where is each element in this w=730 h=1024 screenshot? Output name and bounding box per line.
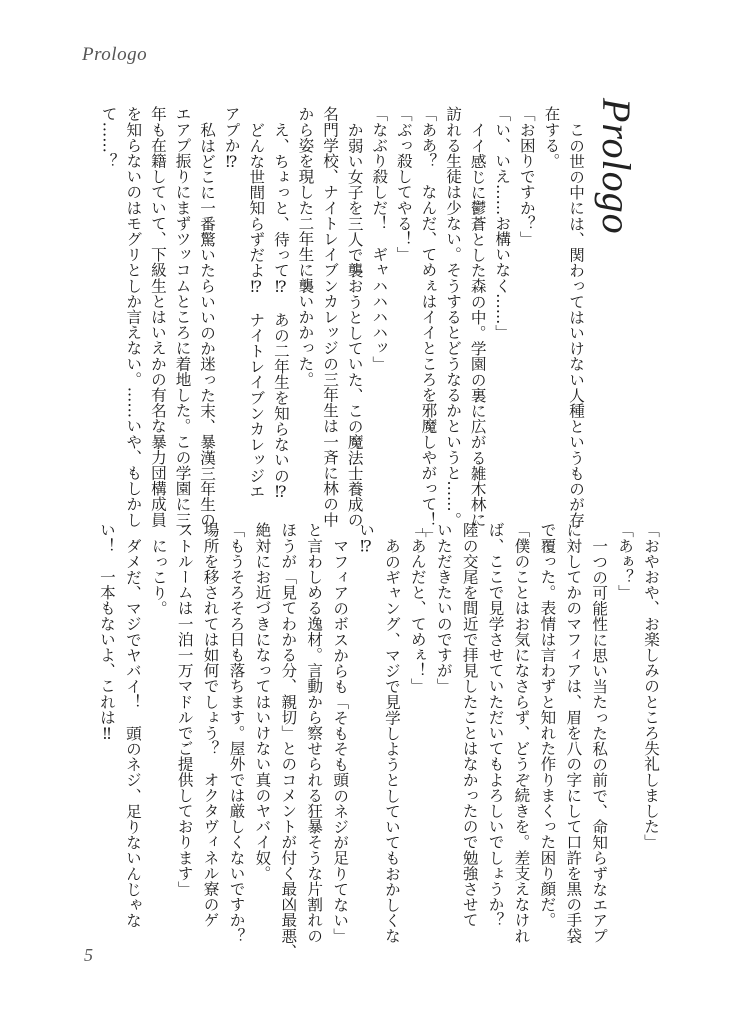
- text-line: 在する。: [542, 106, 561, 169]
- text-line: マフィアのボスからも「そもそも頭のネジが足りてない」: [331, 537, 350, 944]
- text-line: この世の中には、関わってはいけない人種というものが存: [567, 121, 585, 528]
- text-line: あのギャング、マジで見学しようとしていてもおかしくな: [382, 537, 401, 944]
- text-line: 「ぶっ殺してやる！」: [394, 106, 413, 262]
- text-line: 「僕のことはお気になさらず、どうぞ続きを。差支えなけれ: [512, 522, 531, 944]
- text-line: 「い、いえ……お構いなく……」: [493, 106, 512, 340]
- text-line: 「おやおや、お楽しみのところ失礼しました」: [642, 522, 660, 850]
- text-line: 絶対にお近づきになってはいけない真のヤバイ奴。: [253, 522, 272, 881]
- text-line: か弱い女子を三人で襲おうとしていた、この魔法士養成の: [345, 121, 364, 528]
- text-line: え、ちょっと、待って⁉ あの二年生を知らないの⁉: [271, 121, 290, 501]
- text-line: 訪れる生徒は少ない。そうするとどうなるかというと……。: [444, 106, 463, 528]
- text-line: 「あぁ？」: [616, 522, 635, 600]
- body-text-lower: [93, 522, 663, 959]
- text-line: ば、ここで見学させていただいてもよろしいでしょうか？: [486, 522, 505, 928]
- text-line: 名門学校、ナイトレイブンカレッジの三年生は一斉に林の中: [321, 106, 340, 528]
- text-line: イイ感じに鬱蒼とした森の中。学園の裏に広がる雑木林に: [468, 121, 487, 528]
- text-line: どんな世間知らずだよ⁉ ナイトレイブンカレッジエ: [247, 121, 266, 499]
- body-text-upper: [96, 106, 588, 543]
- chapter-title: Prologo: [594, 98, 639, 235]
- text-line: ダメだ、マジでヤバイ！ 頭のネジ、足りないんじゃな: [123, 537, 142, 928]
- text-line: にっこり。: [149, 537, 168, 616]
- text-line: 「あんだと、てめぇ！」: [408, 522, 427, 694]
- text-line: い⁉: [357, 522, 376, 556]
- text-line: で覆った。表情は言わずと知れた作りまくった困り顔だ。: [538, 522, 557, 928]
- text-line: を知らないのはモグリとしか言えない。……いや、もしかし: [124, 106, 143, 528]
- text-line: 「お困りですか？」: [517, 106, 536, 247]
- text-line: 「もうそろそろ日も落ちます。屋外では厳しくないですか？: [227, 522, 246, 944]
- text-line: から姿を現した二年生に襲いかかった。: [296, 106, 315, 387]
- text-line: アプか⁉: [222, 106, 241, 171]
- text-line: 場所を移されては如何でしょう？ オクタヴィネル寮のゲ: [201, 522, 220, 928]
- text-line: 年も在籍していて、下級生とはいえかの有名な暴力団構成員: [148, 106, 167, 528]
- text-line: いただきたいのですが」: [434, 522, 453, 694]
- text-line: 「なぶり殺しだ！ ギャハハハハッ」: [370, 106, 389, 372]
- text-line: 私はどこに一番驚いたらいいのか迷った末、暴漢三年生の: [198, 121, 217, 528]
- text-line: に対してかのマフィアは、眉を八の字にして口許を黒の手袋: [564, 522, 583, 944]
- text-line: 一つの可能性に思い当たった私の前で、命知らずなエアプ: [590, 537, 609, 944]
- text-line: て……？: [99, 106, 118, 169]
- page-number: 5: [84, 945, 93, 965]
- text-line: 「ああ？ なんだ、てめぇはイイところを邪魔しやがって！」: [419, 106, 438, 543]
- text-line: ストルームは一泊一万マドルでご提供しております」: [175, 522, 194, 897]
- text-line: 陸の交尾を間近で拝見したことはなかったので勉強させて: [460, 522, 479, 928]
- text-line: い！ 一本もないよ、これは‼: [97, 522, 116, 743]
- running-head: Prologo: [82, 44, 148, 65]
- text-line: ほうが「見てわかる分、親切」とのコメントが付く最凶最悪、: [279, 522, 298, 959]
- text-line: エアプ振りにまずツッコムところに着地した。この学園に三: [173, 106, 192, 528]
- text-line: と言わしめる逸材。言動から察せられる狂暴そうな片割れの: [305, 522, 324, 944]
